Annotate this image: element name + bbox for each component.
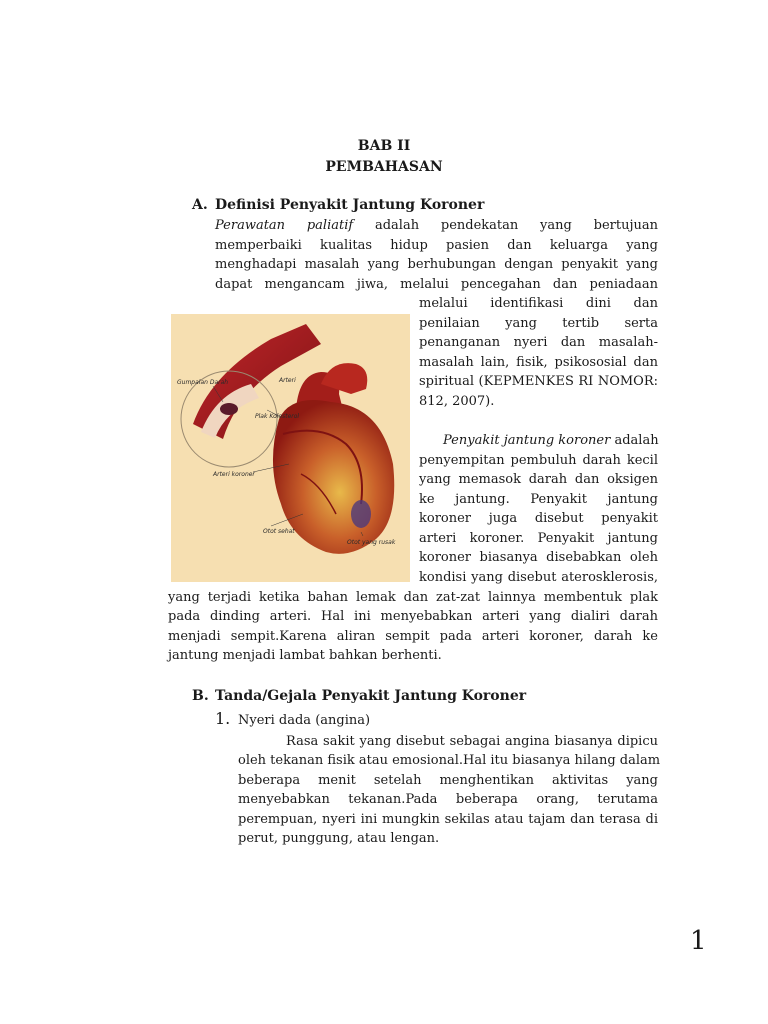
para2-line-12: jantung menjadi lambat bahkan berhenti.	[168, 648, 442, 663]
section-a-title: Definisi Penyakit Jantung Koroner	[215, 197, 485, 213]
item1-line-3: beberapa menit setelah menghentikan aktivitas yang	[238, 773, 658, 788]
list-item-1-title: Nyeri dada (angina)	[238, 713, 371, 728]
chapter-number: BAB II	[357, 138, 411, 154]
para1-text: adalah pendekatan yang bertujuan	[374, 218, 658, 233]
label-plak-kolesterol: Plak Kolesterol	[255, 413, 300, 420]
heart-illustration	[171, 314, 410, 582]
para1-line-6: penilaian yang tertib serta	[419, 316, 658, 331]
para2-line-10: pada dinding arteri. Hal ini menyebabkan arteri yang dialiri darah	[168, 609, 658, 624]
para1-line-2: memperbaiki kualitas hidup pasien dan keluarga yang	[215, 238, 658, 253]
para2-line-6: arteri koroner. Penyakit jantung	[419, 531, 658, 546]
para1-italic-term: Perawatan paliatif	[215, 218, 354, 233]
para1-line-5: melalui identifikasi dini dan	[419, 296, 658, 311]
chapter-title: PEMBAHASAN	[325, 159, 443, 175]
item1-line-1: Rasa sakit yang disebut sebagai angina biasanya dipicu	[286, 734, 658, 749]
para2-line-11: menjadi sempit.Karena aliran sempit pada arteri koroner, darah ke	[168, 629, 658, 644]
para2-italic-term: Penyakit jantung koroner	[443, 433, 611, 448]
para2-line-8: kondisi yang disebut aterosklerosis,	[419, 570, 658, 585]
label-otot-sehat: Otot sehat	[263, 528, 295, 535]
item1-line-4: menyebabkan tekanan.Pada beberapa orang, terutama	[238, 792, 658, 807]
para1-line-8: masalah lain, fisik, psikososial dan	[419, 355, 658, 370]
para2-line-2: penyempitan pembuluh darah kecil	[419, 453, 658, 468]
damaged-muscle	[351, 500, 371, 528]
para1-line-4: dapat mengancam jiwa, melalui pencegahan dan peniadaan	[215, 277, 658, 292]
para1-line-1	[215, 216, 658, 236]
para2-line-7: koroner biasanya disebabkan oleh	[419, 550, 658, 565]
section-b-heading	[192, 688, 526, 704]
label-otot-rusak: Otot yang rusak	[347, 539, 396, 546]
section-a-label: A.	[192, 197, 208, 213]
para2-line-3: yang memasok darah dan oksigen	[419, 472, 658, 487]
item1-line-2: oleh tekanan fisik atau emosional.Hal itu biasanya hilang dalam	[238, 753, 661, 768]
label-arteri-koroner: Arteri koroner	[213, 471, 255, 478]
para1-line-9: spiritual (KEPMENKES RI NOMOR:	[419, 374, 658, 389]
list-item-1	[215, 709, 370, 728]
heart-diagram-svg	[171, 314, 410, 582]
para2-line-1	[443, 431, 658, 451]
para2-line-4: ke jantung. Penyakit jantung	[419, 492, 658, 507]
para2-line-5: koroner juga disebut penyakit	[419, 511, 658, 526]
section-b-title: Tanda/Gejala Penyakit Jantung Koroner	[215, 688, 527, 704]
page-number: 1	[690, 926, 707, 956]
para2-line-9: yang terjadi ketika bahan lemak dan zat-zat lainnya membentuk plak	[168, 590, 658, 605]
label-arteri: Arteri	[279, 377, 296, 384]
blood-clot	[220, 403, 238, 415]
para1-line-3: menghadapi masalah yang berhubungan dengan penyakit yang	[215, 257, 658, 272]
item1-line-6: perut, punggung, atau lengan.	[238, 831, 440, 846]
section-a-heading	[192, 197, 484, 213]
item1-line-5: perempuan, nyeri ini mungkin sekilas atau tajam dan terasa di	[238, 812, 658, 827]
label-gumpalan-darah: Gumpalan Darah	[177, 379, 229, 386]
para1-line-10: 812, 2007).	[419, 394, 495, 409]
para1-line-7: penanganan nyeri dan masalah-	[419, 335, 658, 350]
para2-text: adalah	[614, 433, 659, 448]
list-item-1-number: 1.	[215, 709, 231, 728]
section-b-label: B.	[192, 688, 209, 704]
